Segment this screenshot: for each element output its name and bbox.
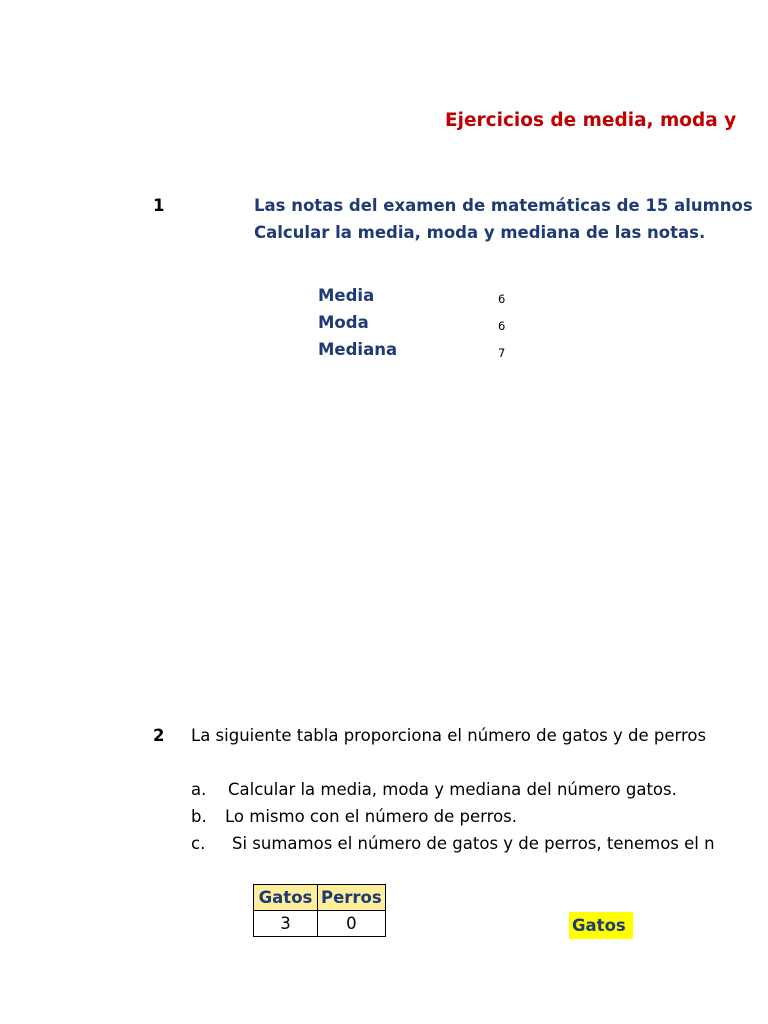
stat-label-mediana: Mediana xyxy=(318,340,398,359)
pets-table xyxy=(253,884,386,937)
cell-perros: 0 xyxy=(318,911,386,937)
table-header-row xyxy=(254,885,386,911)
table-row xyxy=(254,911,386,937)
exercise-2-intro: La siguiente tabla proporciona el número de gatos y de perros xyxy=(191,726,707,745)
stat-value-media: 6 xyxy=(498,292,506,306)
exercise-1-statement-line1: Las notas del examen de matemáticas de 15 alumnos xyxy=(254,196,753,215)
item-b-text: Lo mismo con el número de perros. xyxy=(225,807,518,826)
stat-value-mediana: 7 xyxy=(498,346,506,360)
cell-gatos: 3 xyxy=(254,911,318,937)
exercise-2-number: 2 xyxy=(153,726,165,745)
item-c-text: Si sumamos el número de gatos y de perros, tenemos el n xyxy=(232,834,715,853)
gatos-highlight-label: Gatos xyxy=(569,912,633,939)
header-perros: Perros xyxy=(318,885,386,911)
header-gatos: Gatos xyxy=(254,885,318,911)
item-c-marker: c. xyxy=(191,834,206,853)
exercise-1-statement-line2: Calcular la media, moda y mediana de las notas. xyxy=(254,223,706,242)
item-a-marker: a. xyxy=(191,780,207,799)
stat-value-moda: 6 xyxy=(498,319,506,333)
item-a-text: Calcular la media, moda y mediana del número gatos. xyxy=(228,780,677,799)
page-title: Ejercicios de media, moda y xyxy=(445,110,737,131)
item-b-marker: b. xyxy=(191,807,207,826)
stat-label-moda: Moda xyxy=(318,313,369,332)
exercise-1-number: 1 xyxy=(153,196,165,215)
stat-label-media: Media xyxy=(318,286,375,305)
